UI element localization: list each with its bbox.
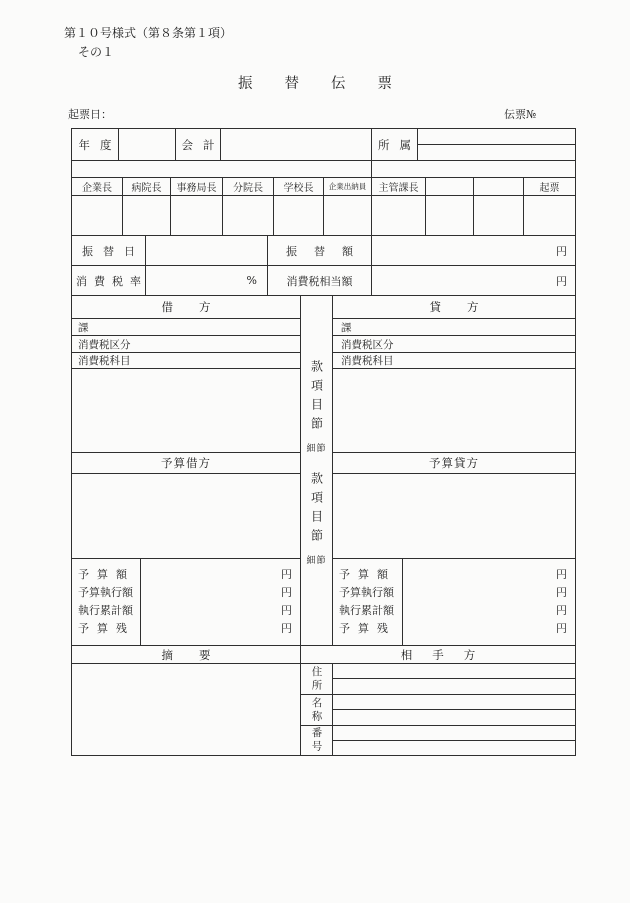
approval-label-kihyo: 起票 bbox=[523, 177, 576, 196]
yen-unit: 円 bbox=[556, 622, 567, 635]
budget-amount-label: 予算額 bbox=[78, 568, 135, 581]
credit-tax-item-row: 消費税科目 bbox=[332, 352, 576, 369]
counterparty-name-label: 名称 bbox=[300, 694, 333, 726]
name-line-1 bbox=[333, 695, 575, 710]
ledger-levels-text: 款項目節 bbox=[309, 472, 324, 548]
budget-credit-labels bbox=[332, 558, 403, 646]
ledger-levels-upper bbox=[301, 360, 332, 454]
seal-box-3 bbox=[170, 195, 223, 236]
form-number: 第１０号様式（第８条第１項） bbox=[64, 26, 233, 40]
budget-cumulative-label: 執行累計額 bbox=[78, 604, 133, 617]
counterparty-address-value bbox=[332, 663, 576, 695]
credit-section-row: 課 bbox=[332, 318, 576, 336]
name-line-2 bbox=[333, 710, 575, 725]
fiscal-year-label-cell: 年度 bbox=[71, 128, 119, 161]
number-line-2 bbox=[333, 741, 575, 756]
tax-amount-label-cell: 消費税相当額 bbox=[267, 265, 372, 296]
account-value-cell bbox=[220, 128, 372, 161]
debit-header: 借方 bbox=[71, 295, 301, 319]
approval-label-blank-2 bbox=[473, 177, 524, 196]
approval-label-blank-1 bbox=[425, 177, 474, 196]
fiscal-year-value-cell bbox=[118, 128, 176, 161]
budget-executed-label: 予算執行額 bbox=[78, 586, 133, 599]
yen-unit: 円 bbox=[556, 568, 567, 581]
budget-debit-entry-area bbox=[71, 473, 301, 559]
seal-box-1 bbox=[71, 195, 123, 236]
yen-unit: 円 bbox=[281, 568, 292, 581]
ledger-sublevel-text: 細節 bbox=[306, 444, 327, 454]
counterparty-name-value bbox=[332, 694, 576, 726]
debit-entry-area bbox=[71, 368, 301, 453]
budget-credit-values bbox=[402, 558, 576, 646]
yen-unit: 円 bbox=[281, 622, 292, 635]
credit-entry-area bbox=[332, 368, 576, 453]
summary-header: 摘要 bbox=[71, 645, 301, 664]
approval-label-gakkocho: 学校長 bbox=[273, 177, 324, 196]
seal-box-4 bbox=[222, 195, 274, 236]
budget-credit-header: 予算貸方 bbox=[332, 452, 576, 474]
budget-balance-label: 予算残 bbox=[78, 622, 135, 635]
number-line-1 bbox=[333, 726, 575, 741]
approval-label-buncho: 分院長 bbox=[222, 177, 274, 196]
spacer-row-left bbox=[71, 160, 372, 178]
budget-debit-values bbox=[140, 558, 301, 646]
counterparty-address-label: 住所 bbox=[300, 663, 333, 695]
transfer-date-value-cell bbox=[145, 235, 268, 266]
budget-amount-label: 予算額 bbox=[339, 568, 396, 581]
budget-cumulative-label: 執行累計額 bbox=[339, 604, 394, 617]
seal-box-9 bbox=[473, 195, 524, 236]
counterparty-number-value bbox=[332, 725, 576, 756]
issue-date-label: 起票日： bbox=[68, 108, 112, 121]
transfer-date-label-cell: 振替日 bbox=[71, 235, 146, 266]
approval-label-jimukyokucho: 事務局長 bbox=[170, 177, 223, 196]
approval-label-shukankacho: 主管課長 bbox=[371, 177, 426, 196]
spacer-row-right bbox=[371, 160, 576, 178]
counterparty-number-label: 番号 bbox=[300, 725, 333, 756]
tax-rate-value-cell: % bbox=[145, 265, 268, 296]
yen-unit: 円 bbox=[556, 604, 567, 617]
yen-unit: 円 bbox=[281, 604, 292, 617]
seal-box-5 bbox=[273, 195, 324, 236]
debit-tax-class-row: 消費税区分 bbox=[71, 335, 301, 353]
address-line-1 bbox=[333, 664, 575, 679]
seal-box-6 bbox=[323, 195, 372, 236]
approval-label-kigyocho: 企業長 bbox=[71, 177, 123, 196]
page-title: 振替伝票 bbox=[238, 76, 424, 92]
budget-executed-label: 予算執行額 bbox=[339, 586, 394, 599]
credit-header: 貸方 bbox=[332, 295, 576, 319]
debit-section-row: 課 bbox=[71, 318, 301, 336]
transfer-amount-label-cell: 振替額 bbox=[267, 235, 372, 266]
affiliation-value-upper-cell bbox=[417, 128, 576, 145]
credit-tax-class-row: 消費税区分 bbox=[332, 335, 576, 353]
budget-debit-labels bbox=[71, 558, 141, 646]
tax-amount-value-cell: 円 bbox=[371, 265, 576, 296]
budget-debit-header: 予算借方 bbox=[71, 452, 301, 474]
transfer-amount-value-cell: 円 bbox=[371, 235, 576, 266]
counterparty-header: 相手方 bbox=[300, 645, 576, 664]
form-sub-number: その１ bbox=[78, 45, 115, 59]
seal-box-7 bbox=[371, 195, 426, 236]
tax-rate-label-cell: 消費税率 bbox=[71, 265, 146, 296]
budget-balance-label: 予算残 bbox=[339, 622, 396, 635]
seal-box-2 bbox=[122, 195, 171, 236]
budget-credit-entry-area bbox=[332, 473, 576, 559]
yen-unit: 円 bbox=[281, 586, 292, 599]
ledger-levels-text: 款項目節 bbox=[309, 360, 324, 436]
address-line-2 bbox=[333, 679, 575, 694]
approval-label-suitoin: 企業出納員 bbox=[323, 177, 372, 196]
approval-label-byoincho: 病院長 bbox=[122, 177, 171, 196]
affiliation-label-cell: 所属 bbox=[371, 128, 418, 161]
debit-tax-item-row: 消費税科目 bbox=[71, 352, 301, 369]
ledger-sublevel-text: 細節 bbox=[306, 556, 327, 566]
seal-box-10 bbox=[523, 195, 576, 236]
slip-number-label: 伝票№ bbox=[504, 108, 537, 121]
summary-content-area bbox=[71, 663, 301, 756]
ledger-level-column bbox=[300, 295, 333, 646]
affiliation-value-lower-cell bbox=[417, 144, 576, 161]
yen-unit: 円 bbox=[556, 586, 567, 599]
account-label-cell: 会計 bbox=[175, 128, 221, 161]
seal-box-8 bbox=[425, 195, 474, 236]
ledger-levels-lower bbox=[301, 472, 332, 566]
